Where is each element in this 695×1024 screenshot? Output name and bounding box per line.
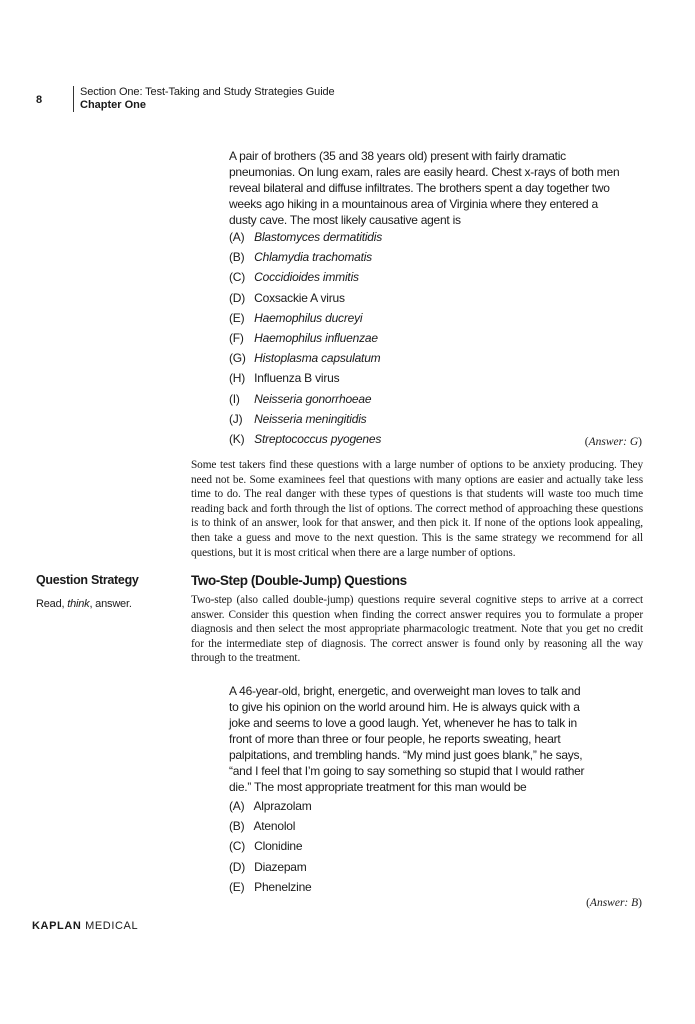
option-label: (C) xyxy=(229,839,246,854)
question2-answer-text: Answer: B xyxy=(589,897,639,909)
option-label: (C) xyxy=(229,270,246,285)
running-header-section: Section One: Test-Taking and Study Strategies Guide xyxy=(80,86,335,98)
answer-option xyxy=(229,288,382,308)
answer-option xyxy=(229,348,382,368)
option-label: (H) xyxy=(229,371,246,386)
option-text: Diazepam xyxy=(254,859,307,874)
answer-option xyxy=(229,227,382,247)
question2-stem: A 46-year-old, bright, energetic, and overweight man loves to talk and to give his opinion on the world around him. He is always quick with a joke and seems to love a good laugh. Yet, whenever he has to talk in front of more than three or four people, he reports sweating, heart palpitations, and trembling hands. “My mind just goes blank,” he says, “and I feel that I’m going to say something so stupid that I would rather die.” The most appropriate treatment for this man would be xyxy=(229,684,585,794)
option-text: Atenolol xyxy=(253,819,296,834)
answer-option xyxy=(229,816,312,836)
option-text: Chlamydia trachomatis xyxy=(254,250,372,265)
sidebar-emphasis: think xyxy=(67,598,90,610)
option-text: Coxsackie A virus xyxy=(254,290,345,305)
answer-option xyxy=(229,267,382,287)
option-label: (F) xyxy=(229,330,244,345)
answer-option xyxy=(229,247,382,267)
option-label: (K) xyxy=(229,431,245,446)
option-text: Neisseria meningitidis xyxy=(254,411,367,426)
option-text: Clonidine xyxy=(254,839,303,854)
answer-option xyxy=(229,796,312,816)
option-label: (B) xyxy=(229,819,245,834)
option-label: (J) xyxy=(229,411,243,426)
option-label: (E) xyxy=(229,310,245,325)
question2-answer: (Answer: B) xyxy=(586,897,642,909)
footer-brand-logo: KAPLAN MEDICAL xyxy=(32,920,139,932)
option-text: Neisseria gonorrhoeae xyxy=(254,391,372,406)
option-label: (I) xyxy=(229,391,240,406)
sidebar-title: Question Strategy xyxy=(36,573,139,587)
option-text: Influenza B virus xyxy=(254,371,340,386)
answer-option xyxy=(229,328,382,348)
answer-option xyxy=(229,429,382,449)
option-text: Phenelzine xyxy=(254,879,312,894)
answer-option xyxy=(229,836,312,856)
option-text: Blastomyces dermatitidis xyxy=(254,230,383,244)
answer-option xyxy=(229,877,312,897)
option-text: Haemophilus ducreyi xyxy=(254,310,363,325)
answer-option xyxy=(229,409,382,429)
option-label: (B) xyxy=(229,250,245,265)
sidebar-text: Read, think, answer. xyxy=(36,598,132,610)
page-number: 8 xyxy=(36,94,43,106)
answer-option xyxy=(229,389,382,409)
answer-option xyxy=(229,308,382,328)
section-heading: Two-Step (Double-Jump) Questions xyxy=(191,573,407,588)
option-text: Histoplasma capsulatum xyxy=(254,351,381,366)
running-header-chapter: Chapter One xyxy=(80,99,147,111)
question1-options xyxy=(229,227,382,449)
answer-option xyxy=(229,368,382,388)
header-divider xyxy=(73,86,74,112)
question1-answer: (Answer: G) xyxy=(584,436,642,448)
options-strategy-paragraph: Some test takers find these questions with a large number of options to be anxiety producing. They need not be. Some examinees feel that questions with many options are easier and actually take less time to do. The real danger with these types of questions is that students will waste too much time reading back and forth through the list of options. The correct method of approaching these questions is to think of an answer, look for that answer, and then pick it. If none of the options look appealing, then take a guess and move to the next question. This is the same strategy we recommend for all questions, but it is most critical when there are a large number of options. xyxy=(191,459,643,559)
option-label: (E) xyxy=(229,879,245,894)
option-text: Haemophilus influenzae xyxy=(254,330,378,345)
option-label: (G) xyxy=(229,351,246,366)
option-label: (D) xyxy=(229,290,246,305)
option-label: (A) xyxy=(229,230,245,244)
option-label: (D) xyxy=(229,859,246,874)
answer-option xyxy=(229,857,312,877)
two-step-paragraph: Two-step (also called double-jump) questions require several cognitive steps to arrive at a correct answer. Consider this question when finding the correct answer requires you to formulate a proper diagnosis and then select the most appropriate pharmacologic treatment. Note that you get no credit for the intermediate step of diagnosis. The correct answer is found only by reasoning all the way through to the treatment. xyxy=(191,594,643,665)
question1-answer-text: Answer: G xyxy=(588,436,639,448)
question2-options xyxy=(229,796,312,897)
option-text: Streptococcus pyogenes xyxy=(254,431,382,446)
option-text: Alprazolam xyxy=(253,799,312,813)
question1-stem: A pair of brothers (35 and 38 years old) present with fairly dramatic pneumonias. On lung exam, rales are easily heard. Chest x-rays of both men reveal bilateral and diffuse infiltrates. The brothers spent a day together two weeks ago hiking in a mountainous area of Virginia where they entered a dusty cave. The most likely causative agent is xyxy=(229,149,620,227)
option-label: (A) xyxy=(229,799,245,813)
option-text: Coccidioides immitis xyxy=(254,270,359,285)
